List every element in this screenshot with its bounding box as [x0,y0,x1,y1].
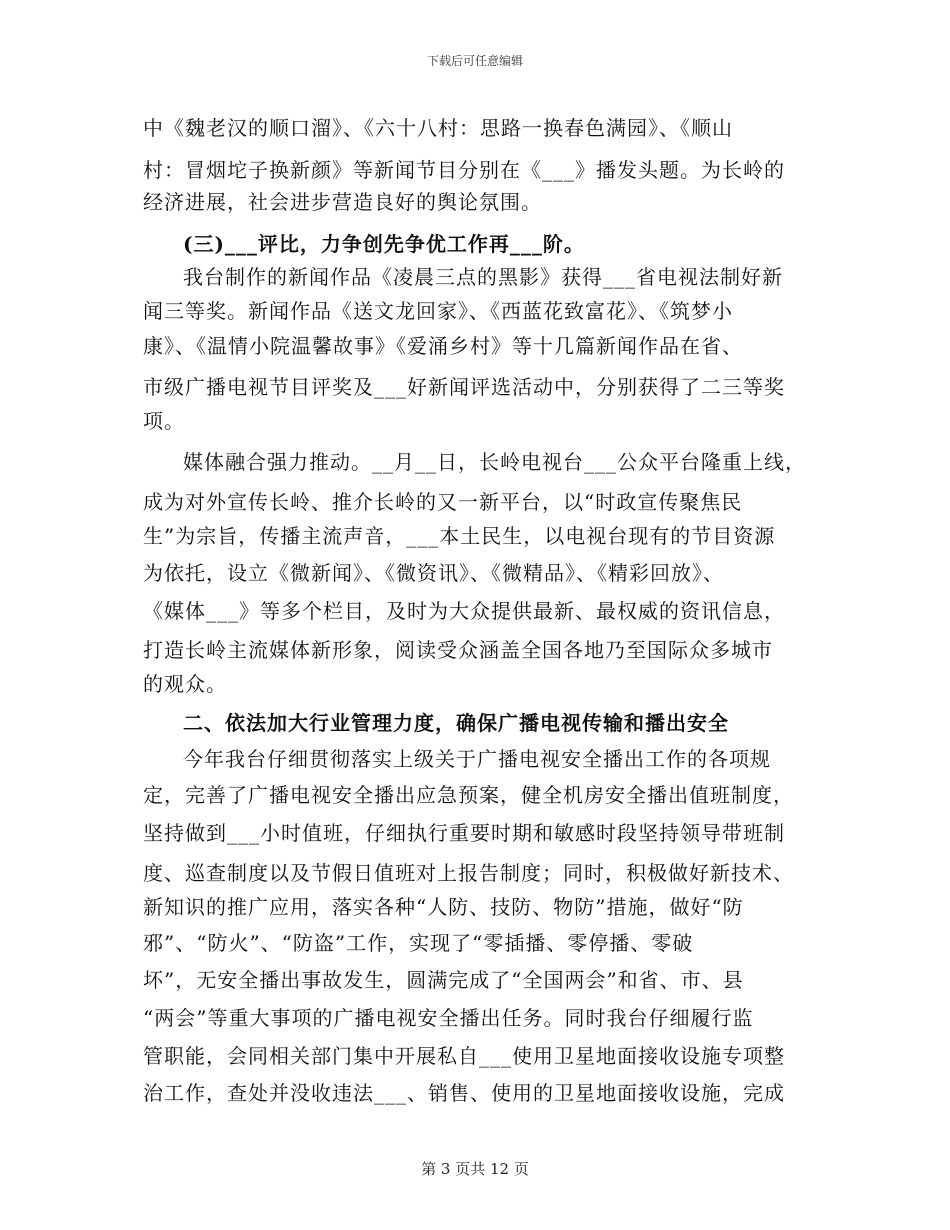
section-heading: (三)___评比，力争创先争优工作再___阶。 [183,232,585,256]
body-line: 为依托，设立《微新闻》、《微资讯》、《微精品》、《精彩回放》、 [143,561,724,585]
body-line: 治工作，查处并没收违法___、销售、使用的卫星地面接收设施，完成 [143,1081,785,1105]
body-line: 坚持做到___小时值班，仔细执行重要时期和敏感时段坚持领导带班制 [143,821,785,845]
body-line: 《媒体___》等多个栏目，及时为大众提供最新、最权威的资讯信息， [143,599,785,623]
body-line: 新知识的推广应用，落实各种“人防、技防、物防”措施，做好“防 [143,895,744,919]
body-line: 的观众。 [143,672,227,696]
body-line: 定，完善了广播电视安全播出应急预案，健全机房安全播出值班制度， [143,783,794,807]
body-line: 打造长岭主流媒体新形象，阅读受众涵盖全国各地乃至国际众多城市 [143,638,773,662]
page-number-footer: 第 3 页共 12 页 [421,1160,529,1178]
body-line: 今年我台仔细贯彻落实上级关于广播电视安全播出工作的各项规 [183,747,771,771]
body-line: 管职能，会同相关部门集中开展私自___使用卫星地面接收设施专项整 [143,1044,785,1068]
body-line: 媒体融合强力推动。__月__日，长岭电视台___公众平台隆重上线， [183,450,806,474]
body-line: 经济进展，社会进步营造良好的舆论氛围。 [143,190,542,214]
body-line: 村：冒烟坨子换新颜》等新闻节目分别在《___》播发头题。为长岭的 [143,158,785,182]
body-line: 度、巡查制度以及节假日值班对上报告制度；同时，积极做好新技术、 [143,861,794,885]
body-line: 闻三等奖。新闻作品《送文龙回家》、《西蓝花致富花》、《筑梦小 [143,299,733,323]
body-line: 康》、《温情小院温馨故事》《爱涌乡村》等十几篇新闻作品在省、 [143,334,743,358]
body-line: 项。 [143,409,185,433]
body-line: 邪”、“防火”、“防盗”工作，实现了“零插播、零停播、零破 [143,931,694,955]
body-line: 坏”，无安全播出事故发生，圆满完成了“全国两会”和省、市、县 [143,968,744,992]
page-header: 下载后可任意编辑 [426,54,523,68]
body-line: “两会”等重大事项的广播电视安全播出任务。同时我台仔细履行监 [143,1006,754,1030]
section-heading: 二、依法加大行业管理力度，确保广播电视传输和播出安全 [183,711,729,735]
body-line: 市级广播电视节目评奖及___好新闻评选活动中，分别获得了二三等奖 [143,375,785,399]
body-line: 中《魏老汉的顺口溜》、《六十八村：思路一换春色满园》、《顺山 [143,116,733,140]
body-line: 生”为宗旨，传播主流声音，___本土民生，以电视台现有的节目资源 [143,524,776,548]
body-line: 我台制作的新闻作品《凌晨三点的黑影》获得___省电视法制好新 [183,265,783,289]
body-line: 成为对外宣传长岭、推介长岭的又一新平台，以“时政宣传聚焦民 [143,490,743,514]
